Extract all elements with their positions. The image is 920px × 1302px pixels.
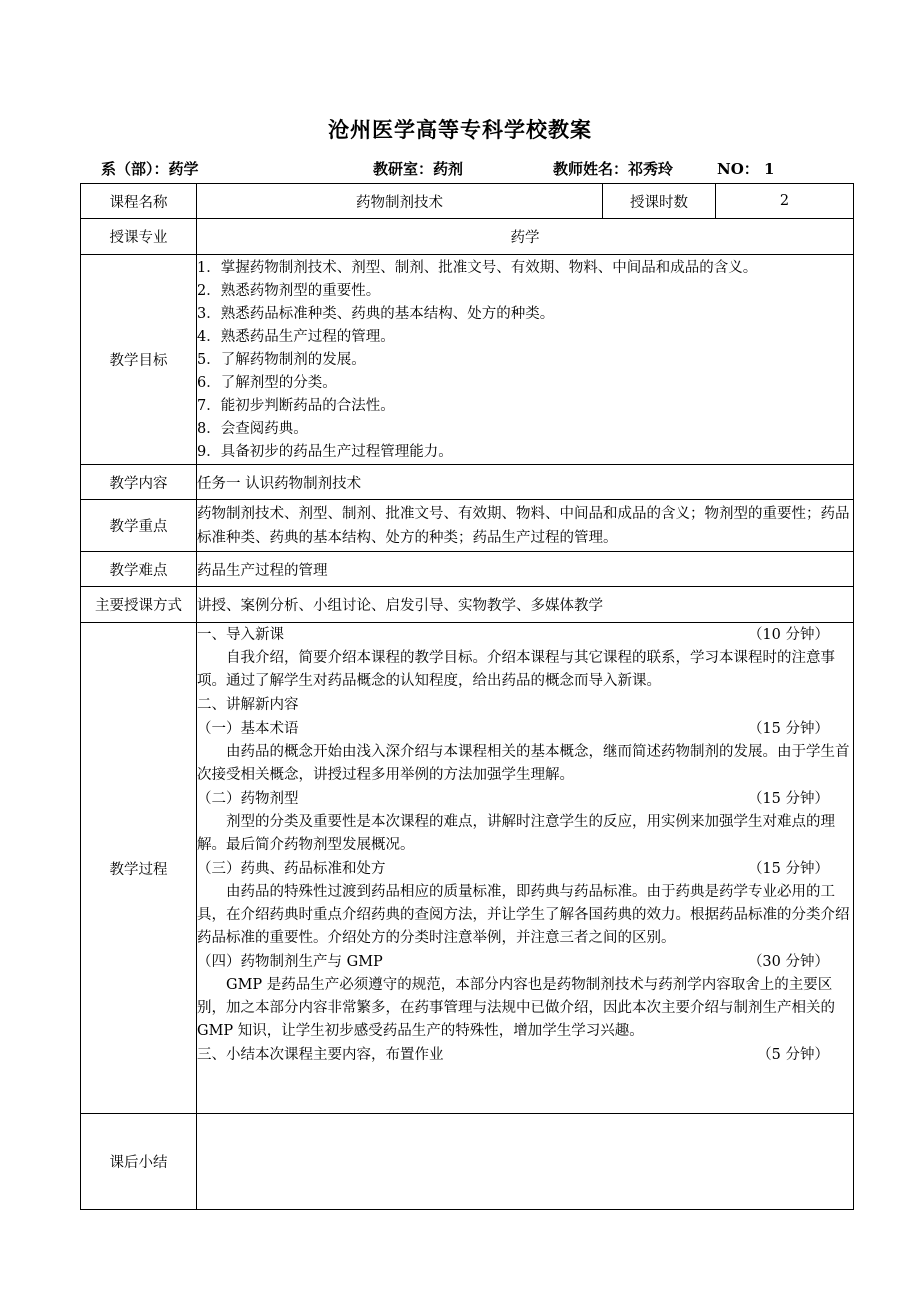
table-row — [81, 587, 854, 623]
table-row — [81, 219, 854, 255]
objective-item: 6．了解剂型的分类。 — [197, 375, 337, 391]
teacher-value: 祁秀玲 — [628, 160, 674, 178]
hours-value: 2 — [716, 184, 854, 219]
table-row — [81, 465, 854, 500]
objective-item: 2．熟悉药物剂型的重要性。 — [197, 283, 381, 299]
course-name-value: 药物制剂技术 — [197, 184, 603, 219]
page-title: 沧州医学高等专科学校教案 — [328, 118, 592, 142]
method-value: 讲授、案例分析、小组讨论、启发引导、实物教学、多媒体教学 — [197, 587, 854, 623]
hours-label: 授课时数 — [603, 184, 716, 219]
office-label: 教研室： — [373, 160, 434, 178]
objective-item: 5．了解药物制剂的发展。 — [197, 352, 366, 368]
teacher-field — [553, 158, 673, 179]
key-points-label: 教学重点 — [81, 500, 197, 552]
objective-item: 4．熟悉药品生产过程的管理。 — [197, 329, 395, 345]
content-label: 教学内容 — [81, 465, 197, 500]
section-2d-text: GMP 是药品生产必须遵守的规范，本部分内容也是药物制剂技术与药剂学内容取舍上的主要区别，加之本部分内容非常繁多，在药事管理与法规中已做介绍，因此本次主要介绍与制剂生产相关的 GMP 知识，让学生初步感受药品生产的特殊性，增加学生学习兴趣。 — [197, 977, 835, 1039]
key-points-value: 药物制剂技术、剂型、制剂、批准文号、有效期、物料、中间品和成品的含义；物剂型的重要性；药品标准种类、药典的基本结构、处方的种类；药品生产过程的管理。 — [197, 500, 854, 552]
office-value: 药剂 — [433, 160, 464, 178]
section-2a-text: 由药品的概念开始由浅入深介绍与本课程相关的基本概念，继而简述药物制剂的发展。由于学生首次接受相关概念，讲授过程多用举例的方法加强学生理解。 — [197, 744, 850, 783]
process-content — [197, 623, 854, 1114]
section-2c-title: （三）药典、药品标准和处方 — [197, 861, 386, 877]
section-2d-time: （30 分钟） — [747, 954, 829, 970]
section-2c-time: （15 分钟） — [747, 861, 829, 877]
table-row — [81, 184, 854, 219]
section-2d-title: （四）药物制剂生产与 GMP — [197, 954, 383, 970]
objective-item: 7．能初步判断药品的合法性。 — [197, 398, 395, 414]
section-2b-text: 剂型的分类及重要性是本次课程的难点，讲解时注意学生的反应，用实例来加强学生对难点的理解。最后简介药物剂型发展概况。 — [197, 814, 835, 853]
number-value: 1 — [764, 160, 775, 178]
process-section-1 — [197, 623, 853, 647]
process-section-2a — [197, 717, 853, 741]
difficulty-label: 教学难点 — [81, 552, 197, 587]
summary-label: 课后小结 — [81, 1114, 197, 1210]
teacher-label: 教师姓名： — [553, 160, 629, 178]
difficulty-value: 药品生产过程的管理 — [197, 552, 854, 587]
department-label: 系（部）： — [101, 160, 169, 178]
process-label: 教学过程 — [81, 623, 197, 1114]
section-2-title: 二、讲解新内容 — [197, 697, 299, 713]
objective-item: 9．具备初步的药品生产过程管理能力。 — [197, 444, 453, 460]
section-2c-text: 由药品的特殊性过渡到药品相应的质量标准，即药典与药品标准。由于药典是药学专业必用的工具，在介绍药典时重点介绍药典的查阅方法，并让学生了解各国药典的效力。根据药品标准的分类介绍药品标准的重要性。介绍处方的分类时注意举例，并注意三者之间的区别。 — [197, 884, 850, 946]
department-value: 药学 — [168, 160, 199, 178]
objectives-label: 教学目标 — [81, 255, 197, 465]
section-2a-time: （15 分钟） — [747, 721, 829, 737]
method-label: 主要授课方式 — [81, 587, 197, 623]
section-3-time: （5 分钟） — [757, 1047, 829, 1063]
section-2b-time: （15 分钟） — [747, 791, 829, 807]
process-section-2b — [197, 787, 853, 811]
lesson-plan-table — [80, 183, 854, 1210]
section-2b-title: （二）药物剂型 — [197, 791, 299, 807]
section-1-title: 一、导入新课 — [197, 627, 284, 643]
objective-item: 1．掌握药物制剂技术、剂型、制剂、批准文号、有效期、物料、中间品和成品的含义。 — [197, 260, 758, 276]
office-field — [373, 158, 463, 179]
section-1-time: （10 分钟） — [747, 627, 829, 643]
number-label: NO： — [717, 160, 759, 178]
process-section-2 — [197, 693, 853, 717]
summary-value — [197, 1114, 854, 1210]
objective-item: 3．熟悉药品标准种类、药典的基本结构、处方的种类。 — [197, 306, 555, 322]
number-field — [717, 158, 774, 179]
major-label: 授课专业 — [81, 219, 197, 255]
table-row — [81, 255, 854, 465]
course-name-label: 课程名称 — [81, 184, 197, 219]
section-2a-title: （一）基本术语 — [197, 721, 299, 737]
process-section-2c — [197, 857, 853, 881]
process-section-2d — [197, 950, 853, 974]
objective-item: 8．会查阅药典。 — [197, 421, 308, 437]
process-section-3 — [197, 1043, 853, 1067]
table-row — [81, 623, 854, 1114]
content-value: 任务一 认识药物制剂技术 — [197, 465, 854, 500]
department-field — [101, 158, 199, 179]
table-row — [81, 500, 854, 552]
section-1-text: 自我介绍，简要介绍本课程的教学目标。介绍本课程与其它课程的联系，学习本课程时的注意事项。通过了解学生对药品概念的认知程度，给出药品的概念而导入新课。 — [197, 650, 835, 689]
objectives-list — [197, 255, 854, 465]
table-row — [81, 552, 854, 587]
major-value: 药学 — [197, 219, 854, 255]
section-3-title: 三、小结本次课程主要内容，布置作业 — [197, 1047, 444, 1063]
table-row — [81, 1114, 854, 1210]
